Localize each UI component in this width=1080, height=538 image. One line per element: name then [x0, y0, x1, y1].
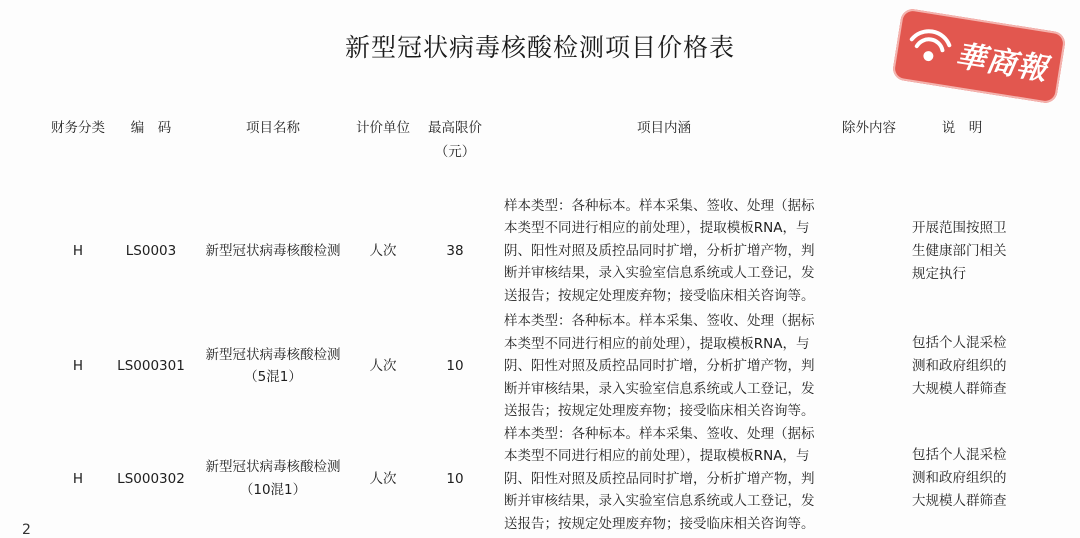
cell-excluded — [832, 423, 906, 536]
cell-unit: 人次 — [369, 470, 397, 487]
cell-content: 样本类型：各种标本。样本采集、签收、处理（据标本类型不同进行相应的前处理），提取模板RNA，与阴、阳性对照及质控品同时扩增，分析扩增产物，判断并审核结果，录入实验室信息系统或人工登记，发送报告；按规定处理废弃物；接受临床相关咨询等。 — [504, 313, 815, 419]
cell-code: LS000301 — [117, 358, 185, 374]
page-mark: 2 — [22, 522, 31, 538]
wifi-icon — [904, 23, 956, 70]
cell-name: 新型冠状病毒核酸检测（10混1） — [205, 459, 341, 498]
cell-unit: 人次 — [369, 242, 397, 259]
cell-name: 新型冠状病毒核酸检测 — [205, 242, 341, 259]
header-category: 财务分类 — [51, 120, 105, 136]
cell-price: 10 — [446, 470, 464, 487]
header-code: 编 码 — [130, 120, 172, 136]
cell-note: 开展范围按照卫生健康部门相关规定执行 — [912, 219, 1007, 282]
cell-note: 包括个人混采检测和政府组织的大规模人群筛查 — [912, 334, 1007, 397]
header-note: 说 明 — [941, 120, 983, 136]
cell-content: 样本类型：各种标本。样本采集、签收、处理（据标本类型不同进行相应的前处理），提取模板RNA，与阴、阳性对照及质控品同时扩增，分析扩增产物，判断并审核结果，录入实验室信息系统或人工登记，发送报告；按规定处理废弃物；接受临床相关咨询等。 — [504, 425, 815, 532]
header-excluded: 除外内容 — [842, 120, 896, 136]
cell-code: LS0003 — [125, 242, 177, 259]
cell-code: LS000302 — [117, 470, 185, 487]
header-max-price: 最高限价（元） — [428, 120, 482, 160]
cell-category: H — [72, 358, 84, 374]
header-unit: 计价单位 — [356, 120, 410, 136]
page-title: 新型冠状病毒核酸检测项目价格表 — [344, 33, 735, 62]
table-row — [48, 310, 1018, 423]
table-header-row — [48, 110, 1018, 192]
huashang-logo — [891, 7, 1066, 104]
table-row — [48, 192, 1018, 310]
cell-excluded — [832, 310, 906, 423]
cell-name: 新型冠状病毒核酸检测（5混1） — [205, 346, 341, 386]
cell-category: H — [72, 470, 84, 487]
cell-price: 38 — [446, 242, 464, 259]
header-content: 项目内涵 — [637, 120, 691, 136]
cell-excluded — [832, 192, 906, 310]
cell-price: 10 — [446, 358, 464, 374]
logo-text: 華商報 — [952, 38, 1051, 88]
cell-unit: 人次 — [369, 358, 397, 374]
header-name: 项目名称 — [246, 120, 300, 136]
cell-note: 包括个人混采检测和政府组织的大规模人群筛查 — [912, 447, 1007, 510]
cell-category: H — [72, 242, 84, 259]
cell-content: 样本类型：各种标本。样本采集、签收、处理（据标本类型不同进行相应的前处理），提取模板RNA，与阴、阳性对照及质控品同时扩增，分析扩增产物，判断并审核结果，录入实验室信息系统或人工登记，发送报告；按规定处理废弃物；接受临床相关咨询等。 — [504, 197, 815, 304]
price-table — [48, 110, 1018, 535]
table-row — [48, 423, 1018, 536]
